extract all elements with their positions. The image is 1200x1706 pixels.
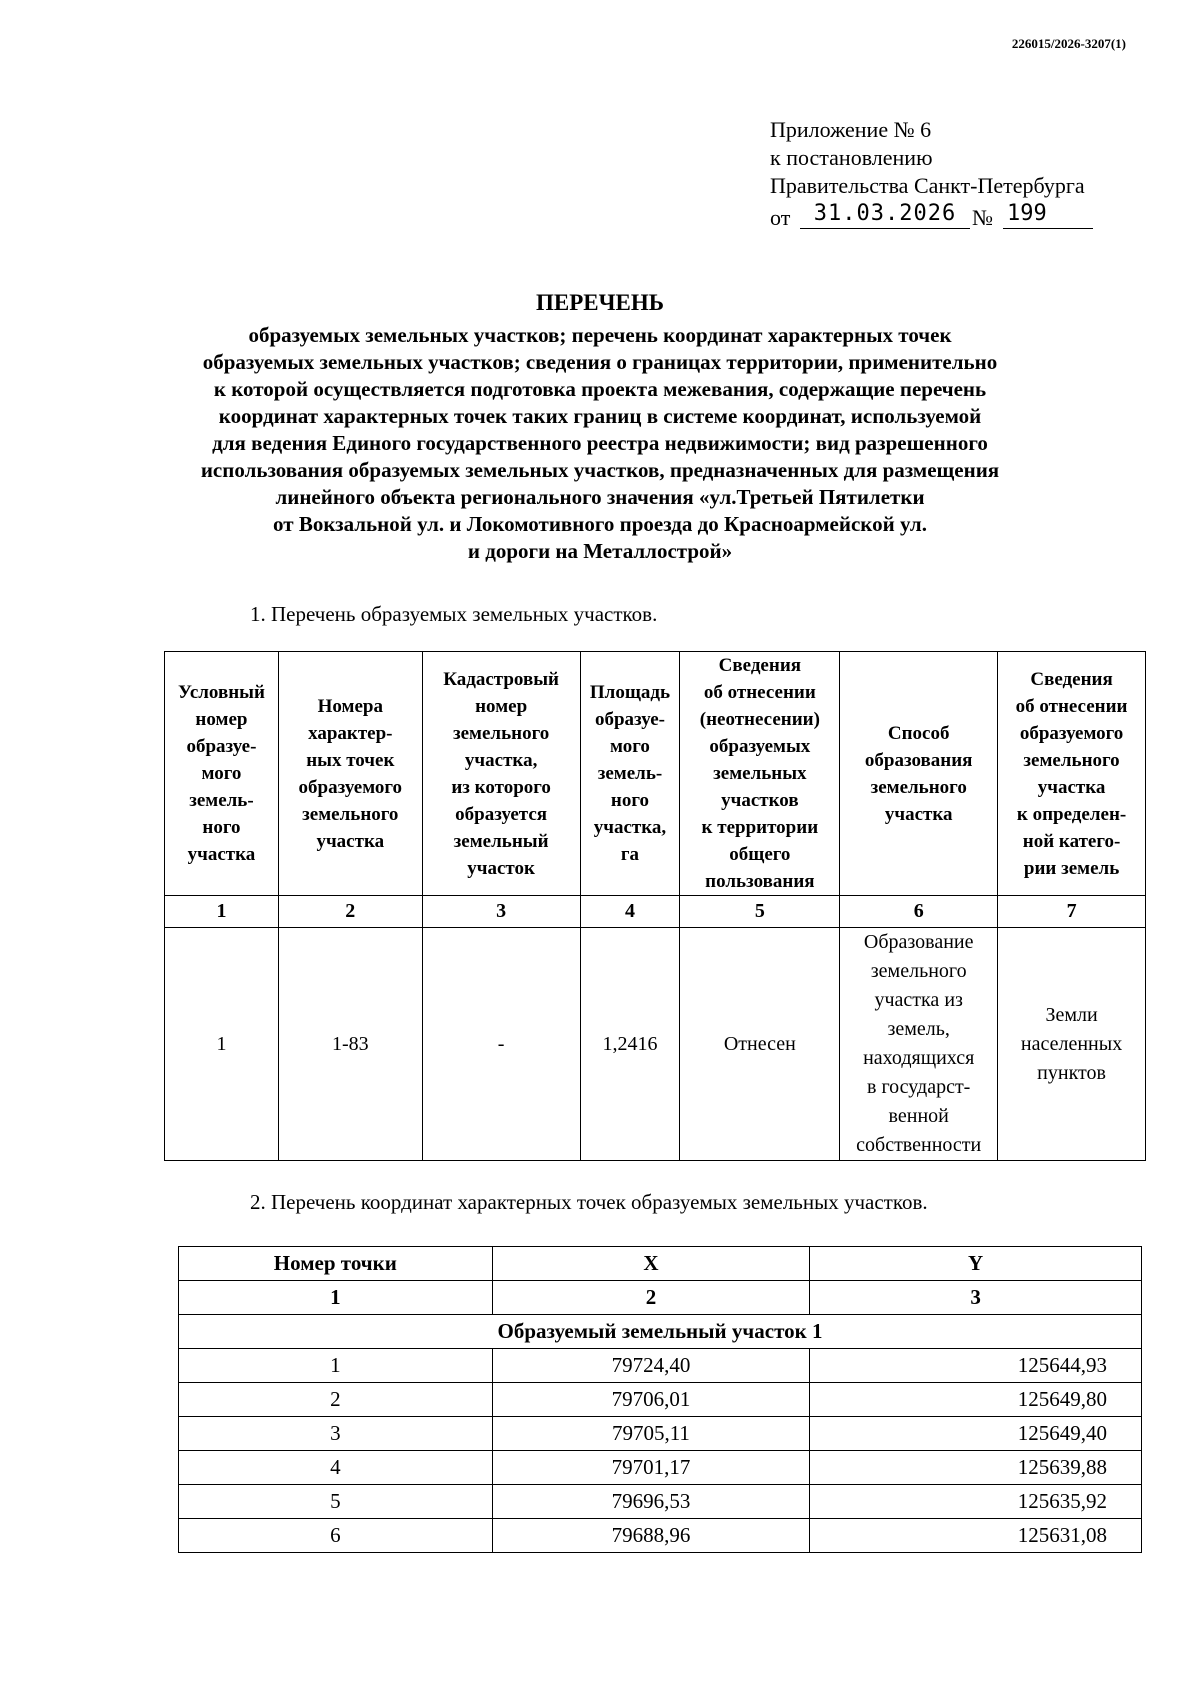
subtitle-line: для ведения Единого государственного реестра недвижимости; вид разрешенного xyxy=(212,431,988,455)
cell-num: 1 xyxy=(165,928,279,1161)
column-number: 7 xyxy=(998,896,1146,928)
cell-line: венной xyxy=(888,1105,949,1127)
cell-line: Образование xyxy=(863,931,974,953)
cell-public: Отнесен xyxy=(680,928,840,1161)
header-line: ного xyxy=(202,817,241,838)
section-1-caption: 1. Перечень образуемых земельных участков. xyxy=(250,602,658,626)
subtitle-line: образуемых земельных участков; сведения о границах территории, применительно xyxy=(202,350,998,374)
subtitle-line: образуемых земельных участков; перечень координат характерных точек xyxy=(248,323,952,347)
table-row xyxy=(179,1349,1142,1383)
header-line: номер xyxy=(475,695,528,717)
cell-line: находящихся xyxy=(863,1047,975,1069)
land-plots-header-2 xyxy=(278,652,422,896)
coordinates-header-3: Y xyxy=(810,1247,1142,1281)
point-number: 3 xyxy=(179,1417,493,1451)
table-row xyxy=(179,1383,1142,1417)
coordinates-header-1: Номер точки xyxy=(179,1247,493,1281)
header-line: земельный xyxy=(453,830,549,852)
coord-y: 125649,40 xyxy=(810,1417,1142,1451)
cell-line: населенных xyxy=(1020,1032,1123,1055)
coord-x: 79696,53 xyxy=(492,1485,810,1519)
column-number: 3 xyxy=(422,896,580,928)
annex-line-2: к постановлению xyxy=(770,145,933,170)
from-label: от xyxy=(770,205,791,230)
header-line: ной катего- xyxy=(1022,830,1121,852)
annex-block xyxy=(770,116,1132,230)
cell-points: 1-83 xyxy=(278,928,422,1161)
header-line: га xyxy=(620,844,640,865)
header-line: характер- xyxy=(308,722,393,744)
header-line: земельного xyxy=(1023,749,1120,771)
land-plots-header-7 xyxy=(998,652,1146,896)
coord-x: 79706,01 xyxy=(492,1383,810,1417)
coordinates-table xyxy=(178,1246,1142,1553)
subtitle-line: координат характерных точек таких границ в системе координат, используемой xyxy=(218,404,982,428)
column-number: 1 xyxy=(179,1281,493,1315)
document-title: ПЕРЕЧЕНЬ xyxy=(536,290,664,315)
column-number: 3 xyxy=(810,1281,1142,1315)
point-number: 2 xyxy=(179,1383,493,1417)
land-plots-body xyxy=(165,928,1146,1161)
header-line: образуемых xyxy=(709,736,811,757)
land-plots-column-numbers xyxy=(165,896,1146,928)
header-line: об отнесении xyxy=(703,682,816,703)
land-plots-header-3 xyxy=(422,652,580,896)
header-line: образуе- xyxy=(186,736,257,757)
coordinates-body xyxy=(179,1349,1142,1553)
point-number: 5 xyxy=(179,1485,493,1519)
header-line: ных точек xyxy=(306,749,395,771)
coord-y: 125639,88 xyxy=(810,1451,1142,1485)
header-line: образования xyxy=(864,749,973,771)
header-line: из которого xyxy=(451,776,551,798)
header-line: участков xyxy=(721,790,799,811)
header-line: Номера xyxy=(317,695,383,717)
header-line: земельного xyxy=(870,776,967,798)
cell-category xyxy=(998,928,1146,1161)
cell-cadastral: - xyxy=(422,928,580,1161)
header-line: Способ xyxy=(887,722,950,744)
subtitle-line: от Вокзальной ул. и Локомотивного проезда до Красноармейской ул. xyxy=(273,512,927,536)
header-line: Сведения xyxy=(1030,668,1113,690)
coord-y: 125635,92 xyxy=(810,1485,1142,1519)
header-line: Сведения xyxy=(718,655,802,676)
annex-date-line xyxy=(770,200,1132,230)
coordinates-column-numbers xyxy=(179,1281,1142,1315)
land-plots-header-5 xyxy=(680,652,840,896)
column-number: 1 xyxy=(165,896,279,928)
annex-line-1: Приложение № 6 xyxy=(770,117,932,142)
cell-line: пунктов xyxy=(1037,1061,1106,1084)
table-row xyxy=(179,1519,1142,1553)
coord-x: 79705,11 xyxy=(492,1417,810,1451)
decree-number: 199 xyxy=(1003,200,1093,229)
header-line: к определен- xyxy=(1016,803,1127,825)
cell-line: собственности xyxy=(856,1134,982,1156)
header-line: участок xyxy=(467,857,535,879)
header-line: мого xyxy=(201,763,242,784)
point-number: 1 xyxy=(179,1349,493,1383)
cell-line: в государст- xyxy=(867,1076,971,1098)
header-line: участка xyxy=(187,844,256,865)
header-line: (неотнесении) xyxy=(699,709,820,730)
subtitle-line: линейного объекта регионального значения «ул.Третьей Пятилетки xyxy=(275,485,925,509)
table-row xyxy=(179,1485,1142,1519)
document-subtitle xyxy=(160,322,1040,565)
coord-x: 79688,96 xyxy=(492,1519,810,1553)
plot-group-row xyxy=(179,1315,1142,1349)
header-line: участка, xyxy=(464,749,538,771)
coord-x: 79701,17 xyxy=(492,1451,810,1485)
annex-line-3: Правительства Санкт-Петербурга xyxy=(770,173,1085,198)
header-line: об отнесении xyxy=(1015,695,1128,717)
land-plots-table xyxy=(164,651,1146,1161)
number-label: № xyxy=(972,205,993,230)
header-line: к территории xyxy=(701,817,819,838)
point-number: 4 xyxy=(179,1451,493,1485)
header-line: образуется xyxy=(455,803,548,825)
cell-line: земельного xyxy=(870,960,967,982)
plot-group-label: Образуемый земельный участок 1 xyxy=(179,1315,1142,1349)
column-number: 6 xyxy=(840,896,998,928)
table-row xyxy=(179,1451,1142,1485)
header-line: земель- xyxy=(189,790,254,811)
header-line: Площадь xyxy=(589,682,671,703)
land-plots-header-row xyxy=(165,652,1146,896)
header-line: пользования xyxy=(705,871,815,892)
subtitle-line: использования образуемых земельных участков, предназначенных для размещения xyxy=(200,458,1000,482)
column-number: 2 xyxy=(492,1281,810,1315)
cell-area: 1,2416 xyxy=(580,928,680,1161)
land-plots-header-6 xyxy=(840,652,998,896)
coord-y: 125644,93 xyxy=(810,1349,1142,1383)
header-line: земельного xyxy=(302,803,399,825)
decree-date: 31.03.2026 xyxy=(800,200,970,229)
coordinates-header-row xyxy=(179,1247,1142,1281)
header-line: общего xyxy=(729,844,791,865)
coord-x: 79724,40 xyxy=(492,1349,810,1383)
header-line: Условный xyxy=(177,682,265,703)
header-line: образуемого xyxy=(298,776,403,798)
column-number: 4 xyxy=(580,896,680,928)
header-line: участка xyxy=(884,803,953,825)
table-row xyxy=(179,1417,1142,1451)
point-number: 6 xyxy=(179,1519,493,1553)
header-line: образуемого xyxy=(1019,722,1124,744)
cell-line: земель, xyxy=(887,1018,950,1040)
section-2-caption: 2. Перечень координат характерных точек образуемых земельных участков. xyxy=(250,1190,928,1214)
coord-y: 125649,80 xyxy=(810,1383,1142,1417)
document-id: 226015/2026-3207(1) xyxy=(1011,36,1126,51)
header-line: номер xyxy=(195,709,248,730)
land-plots-header-4 xyxy=(580,652,680,896)
header-line: земель- xyxy=(597,763,663,784)
header-line: образуе- xyxy=(594,709,665,730)
subtitle-line: и дороги на Металлострой» xyxy=(467,539,733,563)
header-line: Кадастровый xyxy=(443,668,560,690)
cell-method xyxy=(840,928,998,1161)
table-row xyxy=(165,928,1146,1161)
header-line: ного xyxy=(610,790,650,811)
header-line: земельного xyxy=(452,722,550,744)
coord-y: 125631,08 xyxy=(810,1519,1142,1553)
land-plots-header-1 xyxy=(165,652,279,896)
cell-line: Земли xyxy=(1045,1003,1098,1026)
header-line: рии земель xyxy=(1023,857,1120,879)
header-line: участка, xyxy=(593,817,667,838)
header-line: земельных xyxy=(713,763,807,784)
header-line: участка xyxy=(1037,776,1106,798)
cell-line: участка из xyxy=(874,989,963,1011)
column-number: 2 xyxy=(278,896,422,928)
header-line: мого xyxy=(610,736,650,757)
column-number: 5 xyxy=(680,896,840,928)
subtitle-line: к которой осуществляется подготовка проекта межевания, содержащие перечень xyxy=(213,377,987,401)
coordinates-header-2: X xyxy=(492,1247,810,1281)
header-line: участка xyxy=(316,830,385,852)
